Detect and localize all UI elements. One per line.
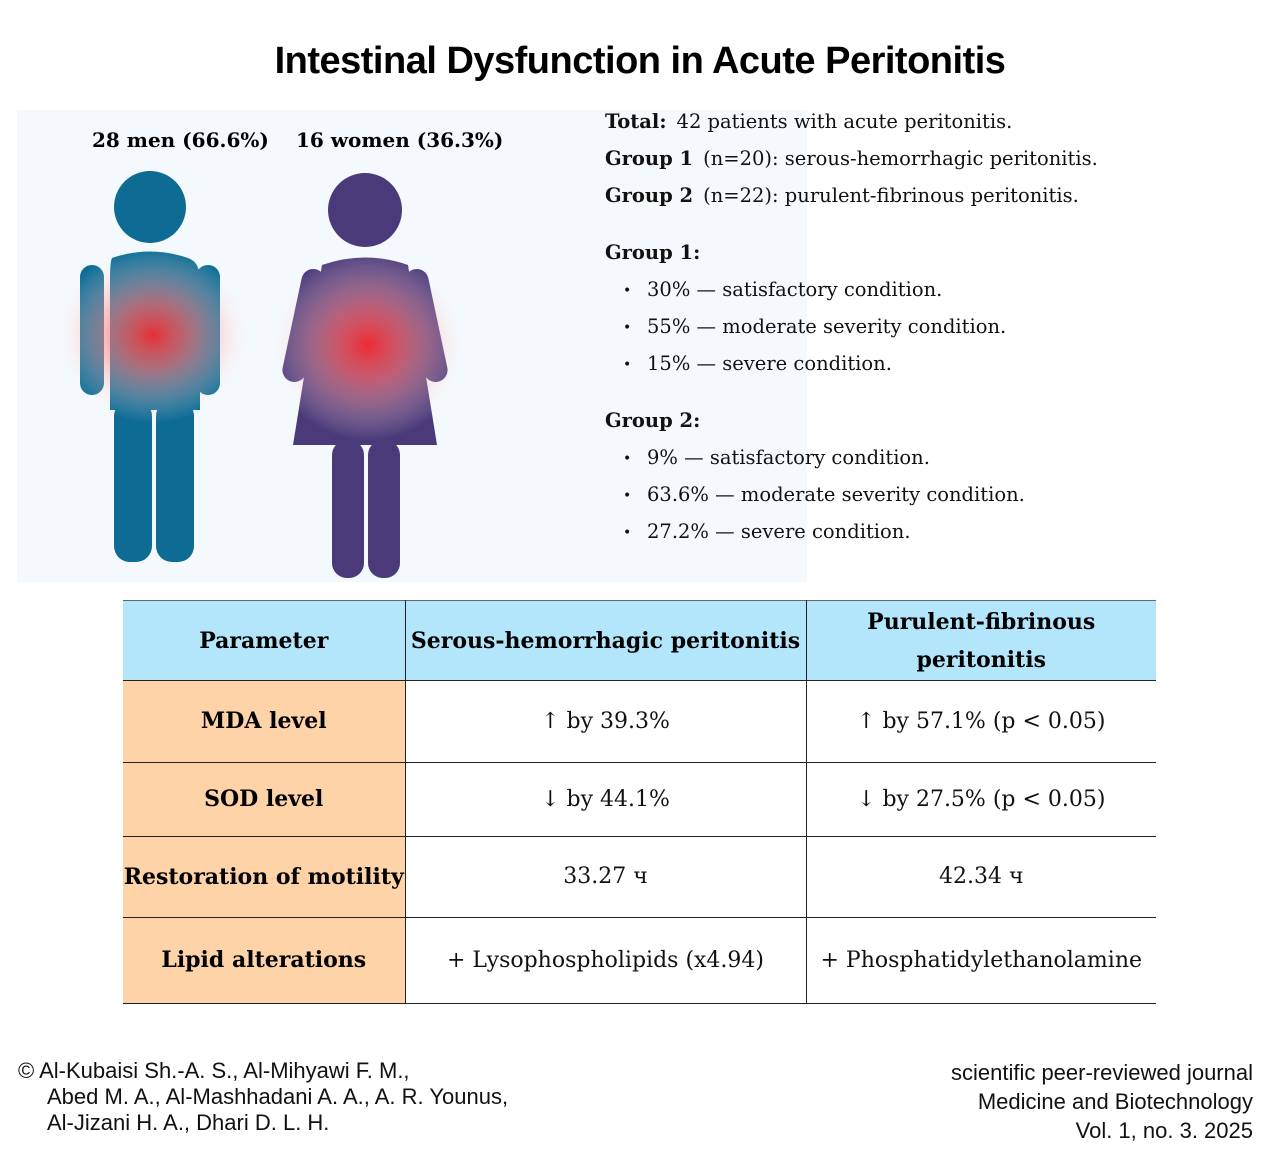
- table-row: [123, 681, 1156, 763]
- total-label: Total:: [605, 110, 667, 133]
- man-figure: [53, 171, 253, 562]
- group2-heading: Group 2:: [605, 409, 701, 432]
- journal-info: [951, 1058, 1253, 1145]
- man-left-leg: [114, 400, 152, 562]
- group2-line: [605, 182, 1265, 219]
- author-line: Al-Jizani H. A., Dhari D. L. H.: [47, 1110, 330, 1135]
- list-item: [605, 313, 1265, 350]
- param-cell: SOD level: [123, 763, 405, 837]
- group1-line: [605, 145, 1265, 182]
- list-item-text: 63.6% — moderate severity condition.: [647, 483, 1025, 506]
- bullet-icon: •: [623, 524, 632, 541]
- parameters-table: [123, 600, 1156, 1004]
- serous-cell: ↑ by 39.3%: [405, 681, 806, 763]
- author-line: © Al-Kubaisi Sh.-A. S., Al-Mihyawi F. M.,: [18, 1058, 410, 1083]
- purulent-cell: 42.34 ч: [806, 837, 1156, 918]
- group1-heading: Group 1:: [605, 241, 701, 264]
- list-item-text: 30% — satisfactory condition.: [647, 278, 943, 301]
- purulent-cell: ↑ by 57.1% (p < 0.05): [806, 681, 1156, 763]
- table-row: [123, 763, 1156, 837]
- bullet-icon: •: [623, 319, 632, 336]
- serous-cell: 33.27 ч: [405, 837, 806, 918]
- total-line: [605, 108, 1265, 145]
- list-item: [605, 518, 1265, 555]
- journal-line: scientific peer-reviewed journal: [950, 1060, 1253, 1085]
- group2-text: (n=22): purulent-fibrinous peritonitis.: [703, 184, 1079, 207]
- group1-label: Group 1: [605, 147, 694, 170]
- list-item-text: 27.2% — severe condition.: [647, 520, 911, 543]
- bullet-icon: •: [623, 487, 632, 504]
- header-serous: Serous-hemorrhagic peritonitis: [405, 601, 806, 681]
- bullet-icon: •: [623, 282, 632, 299]
- serous-cell: + Lysophospholipids (x4.94): [405, 918, 806, 1004]
- woman-left-leg: [332, 440, 364, 578]
- serous-cell: ↓ by 44.1%: [405, 763, 806, 837]
- page-title: Intestinal Dysfunction in Acute Peritonitis: [274, 40, 1006, 82]
- list-item: [605, 444, 1265, 481]
- list-item-text: 15% — severe condition.: [647, 352, 892, 375]
- list-item-text: 55% — moderate severity condition.: [647, 315, 1007, 338]
- woman-pain-glow: [268, 250, 468, 440]
- woman-right-leg: [368, 440, 400, 578]
- man-right-leg: [156, 400, 194, 562]
- list-item: [605, 350, 1265, 387]
- table-row: [123, 837, 1156, 918]
- list-item: [605, 481, 1265, 518]
- group1-text: (n=20): serous-hemorrhagic peritonitis.: [703, 147, 1098, 170]
- man-head: [114, 171, 186, 243]
- param-cell: MDA level: [123, 681, 405, 763]
- journal-line: Medicine and Biotechnology: [977, 1089, 1253, 1114]
- bullet-icon: •: [623, 356, 632, 373]
- author-credits: [18, 1058, 508, 1136]
- author-line: Abed M. A., Al-Mashhadani A. A., A. R. Younus,: [47, 1084, 509, 1109]
- param-cell: Lipid alterations: [123, 918, 405, 1004]
- journal-line: Vol. 1, no. 3. 2025: [1075, 1118, 1253, 1143]
- table-row: [123, 918, 1156, 1004]
- group2-label: Group 2: [605, 184, 694, 207]
- list-item-text: 9% — satisfactory condition.: [647, 446, 930, 469]
- header-parameter: Parameter: [123, 601, 405, 681]
- woman-head: [328, 173, 402, 247]
- woman-figure: [268, 173, 468, 578]
- man-pain-glow: [53, 247, 253, 423]
- women-count-label: 16 women (36.3%): [296, 128, 504, 152]
- study-summary: [605, 108, 1265, 555]
- header-purulent: Purulent-fibrinous peritonitis: [806, 601, 1156, 681]
- param-cell: Restoration of motility: [123, 837, 405, 918]
- purulent-cell: + Phosphatidylethanolamine: [806, 918, 1156, 1004]
- purulent-cell: ↓ by 27.5% (p < 0.05): [806, 763, 1156, 837]
- table-header-row: [123, 601, 1156, 681]
- bullet-icon: •: [623, 450, 632, 467]
- total-text: 42 patients with acute peritonitis.: [676, 110, 1013, 133]
- men-count-label: 28 men (66.6%): [92, 128, 269, 152]
- list-item: [605, 276, 1265, 313]
